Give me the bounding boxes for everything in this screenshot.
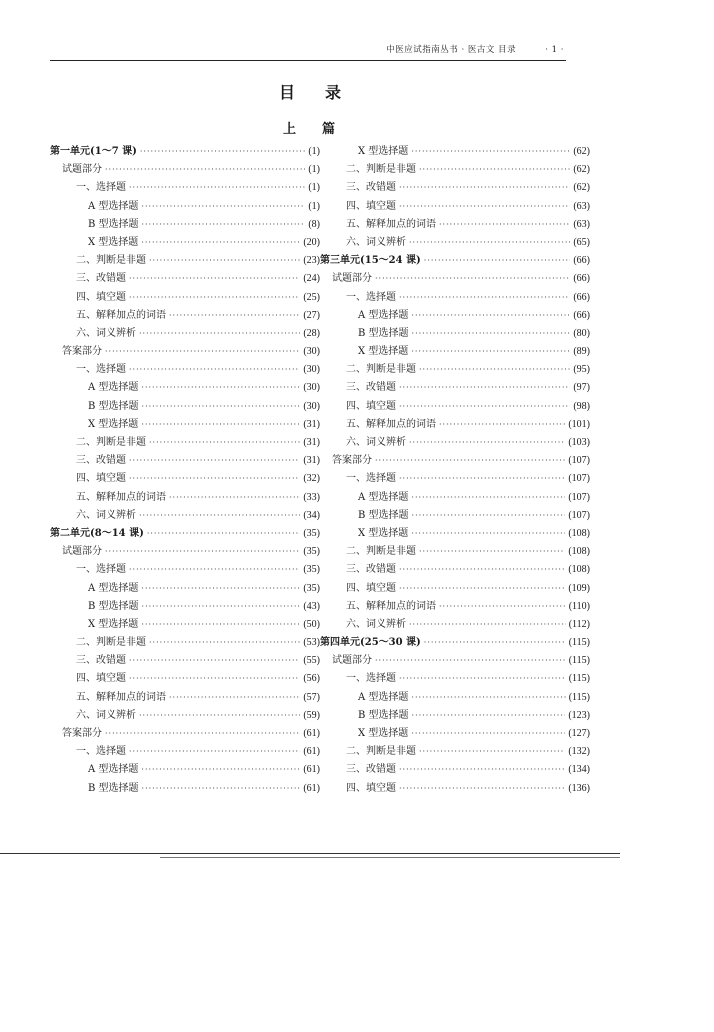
toc-entry [320,688,590,706]
dot-leader [129,456,300,465]
toc-entry [320,669,590,687]
toc-entry-label: A 型选择题 [358,309,409,321]
toc-entry [50,269,320,287]
toc-entry [320,215,590,233]
toc-entry-label: 五、解释加点的词语 [346,600,436,612]
toc-entry-page: (35) [303,582,320,594]
toc-entry [320,506,590,524]
toc-entry-page: (61) [303,764,320,776]
dot-leader [439,420,565,429]
toc-entry-label: 六、词义辨析 [76,509,136,521]
toc-left-column [50,142,320,797]
toc-entry-label: X 型选择题 [358,728,409,739]
toc-entry-label: 一、选择题 [76,564,126,576]
toc-entry [50,451,320,469]
toc-entry [50,706,320,724]
toc-entry [320,651,590,669]
toc-entry-label: B 型选择题 [358,327,409,339]
footer-rule [0,853,620,854]
toc-entry [320,542,590,560]
toc-entry-label: 二、判断是非题 [346,164,416,176]
toc-entry-page: (62) [573,182,590,194]
dot-leader [129,365,300,374]
toc-entry-label: B 型选择题 [88,600,139,612]
toc-entry-page: (31) [303,455,320,467]
toc-entry-page: (101) [568,418,590,430]
toc-entry-label: B 型选择题 [358,509,409,521]
toc-entry-page: (56) [303,673,320,685]
toc-entry-label: 试题部分 [62,164,102,176]
dot-leader [169,493,300,502]
dot-leader [149,256,300,265]
dot-leader [419,365,570,374]
dot-leader [105,347,300,356]
toc-entry-label: 五、解释加点的词语 [76,691,166,703]
toc-entry-page: (107) [568,455,590,467]
toc-entry [320,233,590,251]
toc-entry-label: 五、解释加点的词语 [346,218,436,230]
toc-entry-label: 答案部分 [332,455,372,467]
dot-leader [140,147,305,156]
dot-leader [424,638,566,647]
toc-entry-label: 答案部分 [62,346,102,358]
dot-leader [141,765,300,774]
dot-leader [149,638,300,647]
toc-entry-page: (24) [303,273,320,285]
toc-entry-page: (27) [303,309,320,321]
toc-entry [50,378,320,396]
toc-entry [50,597,320,615]
toc-entry-label: B 型选择题 [88,400,139,412]
dot-leader [375,274,570,283]
dot-leader [399,383,570,392]
toc-entry-page: (61) [303,728,320,739]
toc-entry-page: (108) [568,564,590,576]
toc-entry-page: (43) [303,600,320,612]
toc-entry-page: (107) [568,509,590,521]
toc-entry-label: 六、词义辨析 [346,618,406,630]
toc-entry-page: (115) [568,673,590,685]
dot-leader [411,729,565,738]
toc-entry [50,615,320,633]
toc-entry-page: (1) [308,146,320,157]
dot-leader [411,347,570,356]
toc-entry-label: 六、词义辨析 [346,437,406,448]
dot-leader [169,311,300,320]
toc-entry-label: 第四单元(25～30 课) [320,637,421,649]
toc-entry [320,306,590,324]
toc-entry-label: 四、填空题 [76,673,126,685]
toc-entry-label: 五、解释加点的词语 [76,491,166,503]
dot-leader [411,311,570,320]
toc-entry [50,324,320,342]
toc-entry-label: 试题部分 [332,655,372,667]
toc-entry-page: (66) [573,291,590,303]
toc-entry [50,633,320,651]
toc-entry-label: 答案部分 [62,728,102,739]
dot-leader [105,165,305,174]
toc-entry-page: (33) [303,491,320,503]
toc-entry-page: (31) [303,437,320,448]
dot-leader [139,329,300,338]
toc-entry-label: 二、判断是非题 [76,437,146,448]
dot-leader [141,202,305,211]
page-title: 目录 [279,83,372,102]
toc-entry [50,688,320,706]
toc-entry-page: (8) [308,218,320,230]
running-header [386,43,564,55]
dot-leader [399,784,565,793]
toc-entry-label: 三、改错题 [76,655,126,667]
toc-entry-label: 试题部分 [62,546,102,558]
dot-leader [129,274,300,283]
toc-entry-label: 二、判断是非题 [346,364,416,376]
toc-entry [320,742,590,760]
toc-entry-page: (50) [303,618,320,630]
toc-entry [320,142,590,160]
toc-entry [50,197,320,215]
toc-entry-label: B 型选择题 [88,218,139,230]
dot-leader [142,602,301,611]
toc-entry-page: (57) [303,691,320,703]
toc-entry [320,469,590,487]
dot-leader [399,474,565,483]
toc-entry-label: A 型选择题 [88,764,139,776]
toc-entry [50,215,320,233]
toc-entry-page: (127) [568,728,590,739]
dot-leader [411,693,565,702]
toc-entry-page: (62) [573,164,590,176]
toc-entry-label: 一、选择题 [346,291,396,303]
toc-entry-label: 一、选择题 [346,473,396,485]
dot-leader [412,711,566,720]
dot-leader [399,565,565,574]
toc-entry [50,742,320,760]
toc-entry [50,342,320,360]
toc-entry [320,633,590,651]
toc-entry-page: (35) [303,564,320,576]
dot-leader [149,438,300,447]
toc-entry [50,233,320,251]
toc-entry [50,142,320,160]
dot-leader [129,674,300,683]
toc-entry [50,579,320,597]
toc-entry [320,360,590,378]
toc-entry-page: (31) [303,418,320,430]
toc-entry [50,651,320,669]
toc-entry [50,724,320,742]
dot-leader [399,765,565,774]
toc-entry [50,251,320,269]
page-number: · 1 · [545,45,564,55]
toc-entry-label: 四、填空题 [346,782,396,794]
toc-entry [320,178,590,196]
toc-entry-label: A 型选择题 [358,491,409,503]
toc-entry-label: X 型选择题 [88,418,139,430]
toc-entry [320,579,590,597]
toc-entry [50,288,320,306]
toc-entry-label: 一、选择题 [76,746,126,758]
toc-entry-page: (62) [573,146,590,157]
toc-entry [50,415,320,433]
toc-entry-label: 二、判断是非题 [346,746,416,758]
dot-leader [129,747,300,756]
toc-entry [320,415,590,433]
toc-entry [320,397,590,415]
toc-entry [50,433,320,451]
toc-entry [320,779,590,797]
toc-entry-label: 三、改错题 [346,382,396,394]
header-text: 中医应试指南丛书 · 医古文 目录 [386,45,517,55]
toc-entry [50,669,320,687]
toc-entry [320,760,590,778]
toc-entry-label: 第一单元(1～7 课) [50,146,137,157]
toc-entry-page: (112) [568,618,590,630]
toc-entry [320,706,590,724]
toc-entry [320,724,590,742]
toc-entry-label: 一、选择题 [76,182,126,194]
dot-leader [147,529,301,538]
toc-entry [320,288,590,306]
toc-entry [50,397,320,415]
toc-entry-page: (32) [303,473,320,485]
toc-entry-page: (66) [573,309,590,321]
dot-leader [399,584,565,593]
toc-entry [50,160,320,178]
toc-entry [320,615,590,633]
toc-entry-page: (98) [573,400,590,412]
dot-leader [141,620,300,629]
toc-entry-page: (25) [303,291,320,303]
toc-entry [50,469,320,487]
dot-leader [412,511,566,520]
toc-entry-label: 四、填空题 [346,200,396,212]
toc-entry-page: (66) [573,273,590,285]
dot-leader [129,293,300,302]
toc-entry-label: 试题部分 [332,273,372,285]
toc-entry-page: (61) [303,746,320,758]
toc-entry-label: 四、填空题 [76,291,126,303]
toc-entry [320,597,590,615]
dot-leader [419,547,565,556]
toc-entry [50,760,320,778]
toc-entry [320,488,590,506]
dot-leader [129,565,300,574]
footer-rule-thin [160,857,620,858]
toc-entry-page: (110) [568,600,590,612]
toc-entry-page: (35) [303,527,320,539]
toc-entry-page: (136) [568,782,590,794]
toc-entry-page: (1) [308,164,320,176]
dot-leader [419,165,570,174]
toc-entry-label: 二、判断是非题 [76,637,146,649]
toc-entry-page: (59) [303,709,320,721]
dot-leader [141,238,300,247]
toc-entry-page: (65) [573,236,590,248]
toc-entry-label: 五、解释加点的词语 [346,418,436,430]
dot-leader [411,493,565,502]
dot-leader [142,784,301,793]
part-heading: 上篇 [283,122,362,137]
toc-right-column [320,142,590,797]
toc-entry-label: 三、改错题 [76,455,126,467]
toc-entry [50,488,320,506]
toc-entry-page: (80) [573,327,590,339]
dot-leader [141,420,300,429]
toc-entry-page: (108) [568,546,590,558]
dot-leader [424,256,571,265]
toc-entry [320,378,590,396]
toc-entry-page: (115) [568,637,590,649]
dot-leader [105,547,300,556]
dot-leader [105,729,300,738]
toc-entry-page: (107) [568,473,590,485]
toc-entry-page: (1) [308,200,320,212]
toc-entry-label: 三、改错题 [76,273,126,285]
toc-entry [320,269,590,287]
toc-entry-label: 第三单元(15～24 课) [320,255,421,267]
toc-entry-page: (53) [303,637,320,649]
toc-entry-label: A 型选择题 [358,691,409,703]
dot-leader [412,329,571,338]
dot-leader [129,183,305,192]
dot-leader [129,656,300,665]
toc-entry-page: (35) [303,546,320,558]
toc-entry-label: X 型选择题 [358,146,409,157]
toc-entry [320,433,590,451]
toc-entry-page: (115) [568,655,590,667]
toc-entry-page: (89) [573,346,590,358]
toc-entry-label: X 型选择题 [358,527,409,539]
toc-entry-page: (20) [303,236,320,248]
toc-entry-page: (34) [303,509,320,521]
toc-entry-label: X 型选择题 [88,236,139,248]
dot-leader [409,238,570,247]
toc-entry-page: (61) [303,782,320,794]
toc-entry-label: 三、改错题 [346,182,396,194]
dot-leader [399,202,570,211]
dot-leader [409,438,565,447]
dot-leader [399,402,570,411]
toc-entry [50,560,320,578]
toc-entry-label: A 型选择题 [88,382,139,394]
dot-leader [409,620,566,629]
toc-entry-page: (107) [568,491,590,503]
toc-entry-label: X 型选择题 [88,618,139,630]
dot-leader [142,402,301,411]
toc-entry-page: (30) [303,346,320,358]
toc-entry [50,360,320,378]
toc-entry [50,306,320,324]
toc-entry-page: (30) [303,364,320,376]
dot-leader [439,602,566,611]
toc-entry-label: 六、词义辨析 [76,327,136,339]
toc-entry [320,324,590,342]
dot-leader [411,529,565,538]
toc-entry-label: 二、判断是非题 [76,255,146,267]
toc-entry [320,342,590,360]
toc-entry [320,560,590,578]
dot-leader [419,747,565,756]
toc-entry-label: 六、词义辨析 [76,709,136,721]
dot-leader [129,474,300,483]
toc-entry-label: 四、填空题 [76,473,126,485]
toc-entry-page: (103) [568,437,590,448]
toc-entry-label: 一、选择题 [346,673,396,685]
toc-entry [320,451,590,469]
toc-entry-label: 三、改错题 [346,764,396,776]
toc-entry-page: (134) [568,764,590,776]
toc-entry [320,197,590,215]
toc-entry-label: 三、改错题 [346,564,396,576]
toc-entry-label: 四、填空题 [346,400,396,412]
toc-entry-page: (108) [568,527,590,539]
toc-entry [320,251,590,269]
toc-entry-label: X 型选择题 [358,346,409,358]
toc-entry [50,779,320,797]
toc-entry-page: (115) [568,691,590,703]
toc-entry [50,178,320,196]
toc-entry-label: 四、填空题 [346,582,396,594]
toc-entry-page: (132) [568,746,590,758]
dot-leader [141,584,300,593]
dot-leader [411,147,570,156]
toc-entry-page: (55) [303,655,320,667]
header-rule [50,60,566,61]
toc-entry-page: (123) [568,709,590,721]
toc-entry [50,506,320,524]
toc-entry-label: 二、判断是非题 [346,546,416,558]
dot-leader [439,220,570,229]
dot-leader [169,693,300,702]
toc-entry-page: (1) [308,182,320,194]
toc-entry-page: (28) [303,327,320,339]
toc-entry [320,160,590,178]
toc-entry-label: 第二单元(8～14 课) [50,527,144,539]
dot-leader [399,293,570,302]
toc-entry-page: (63) [573,200,590,212]
toc-entry-label: 六、词义辨析 [346,236,406,248]
toc-entry-label: A 型选择题 [88,582,139,594]
toc-entry-page: (109) [568,582,590,594]
dot-leader [142,220,306,229]
toc-entry-page: (63) [573,218,590,230]
toc-entry-label: 一、选择题 [76,364,126,376]
toc-entry-page: (23) [303,255,320,267]
toc-entry-page: (66) [573,255,590,267]
toc-entry-label: A 型选择题 [88,200,139,212]
dot-leader [375,656,566,665]
toc-entry [320,524,590,542]
toc-entry [50,542,320,560]
dot-leader [141,383,300,392]
toc-entry-label: B 型选择题 [88,782,139,794]
dot-leader [139,511,300,520]
toc-entry-page: (95) [573,364,590,376]
toc-entry-label: B 型选择题 [358,709,409,721]
toc-entry-page: (30) [303,382,320,394]
dot-leader [399,183,570,192]
toc-entry-page: (97) [573,382,590,394]
dot-leader [139,711,300,720]
toc-entry-label: 五、解释加点的词语 [76,309,166,321]
dot-leader [375,456,565,465]
toc-entry [50,524,320,542]
toc-entry-page: (30) [303,400,320,412]
dot-leader [399,674,566,683]
